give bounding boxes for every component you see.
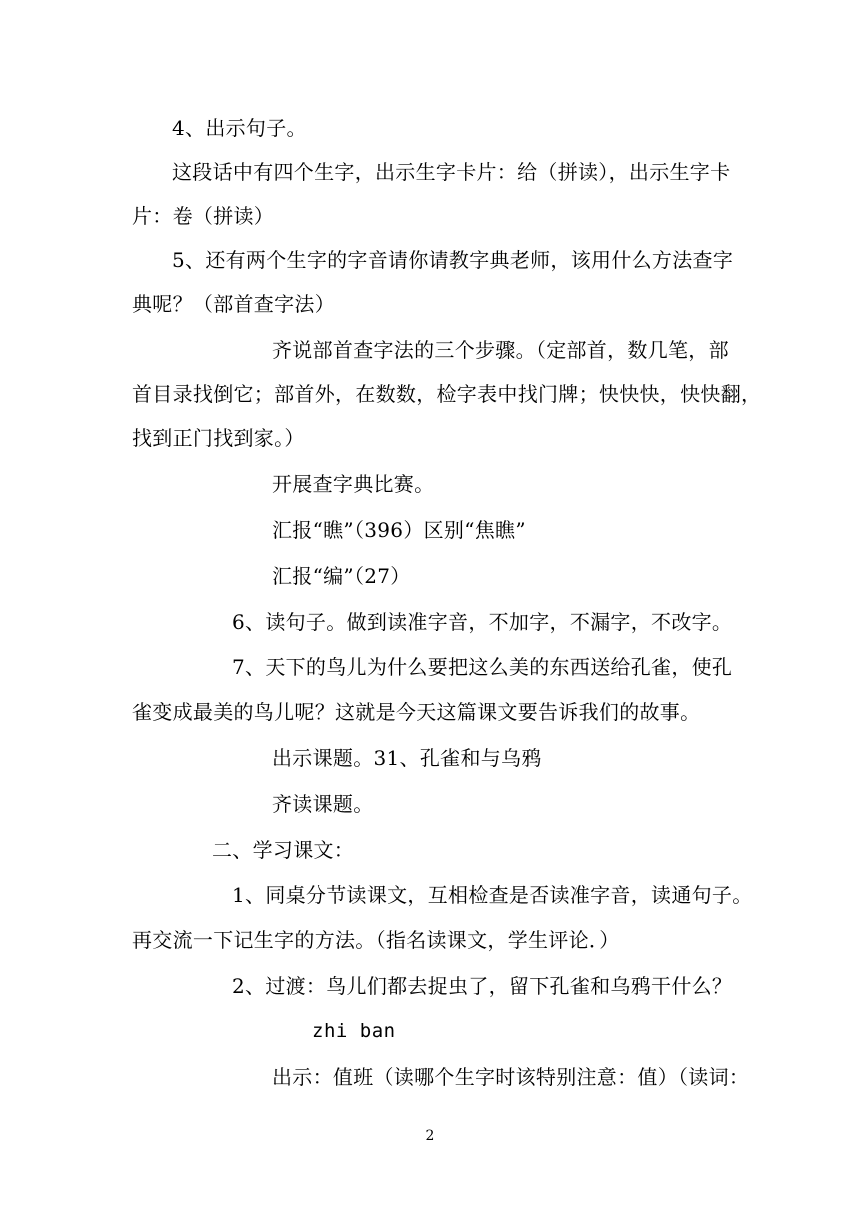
text-line-contest: 开展查字典比赛。 (272, 472, 435, 496)
text-line-steps-c: 找到正门找到家。） (132, 426, 305, 450)
text-line-report-bian: 汇报“编”（27） (272, 564, 411, 588)
text-line-report-qiao: 汇报“瞧”（396）区别“焦瞧” (272, 518, 526, 542)
text-line-study-1b: 再交流一下记生字的方法。（指名读课文，学生评论．） (132, 928, 620, 952)
text-line-paragraph-1b: 片：卷（拼读） (132, 204, 275, 228)
text-line-study-1a: 1、同桌分节读课文，互相检查是否读准字音，读通句子。 (232, 883, 753, 907)
text-line-steps-b: 首目录找倒它；部首外，在数数，检字表中找门牌；快快快，快快翻， (132, 382, 762, 406)
text-line-step-7b: 雀变成最美的鸟儿呢？这就是今天这篇课文要告诉我们的故事。 (132, 700, 701, 724)
section-heading-study-text: 二、学习课文： (212, 838, 355, 862)
text-line-study-2: 2、过渡：鸟儿们都去捉虫了，留下孔雀和乌鸦干什么？ (232, 974, 733, 998)
text-line-step-6: 6、读句子。做到读准字音，不加字，不漏字，不改字。 (232, 610, 733, 634)
text-line-read-title: 齐读课题。 (272, 792, 374, 816)
text-line-paragraph-1a: 这段话中有四个生字，出示生字卡片：给（拼读），出示生字卡 (172, 160, 731, 184)
text-line-show-word: 出示：值班（读哪个生字时该特别注意：值）（读词： (272, 1065, 750, 1089)
pinyin-annotation: zhi ban (312, 1020, 396, 1042)
page-number: 2 (425, 1128, 435, 1144)
text-line-steps-a: 齐说部首查字法的三个步骤。（定部首，数几笔，部 (272, 338, 729, 362)
text-line-show-title: 出示课题。31、孔雀和与乌鸦 (272, 746, 542, 770)
text-line-step-7a: 7、天下的鸟儿为什么要把这么美的东西送给孔雀，使孔 (232, 655, 733, 679)
text-line-step-4: 4、出示句子。 (172, 116, 307, 140)
text-line-step-5b: 典呢？（部首查字法） (132, 292, 335, 316)
text-line-step-5a: 5、还有两个生字的字音请你请教字典老师，该用什么方法查字 (172, 248, 734, 272)
